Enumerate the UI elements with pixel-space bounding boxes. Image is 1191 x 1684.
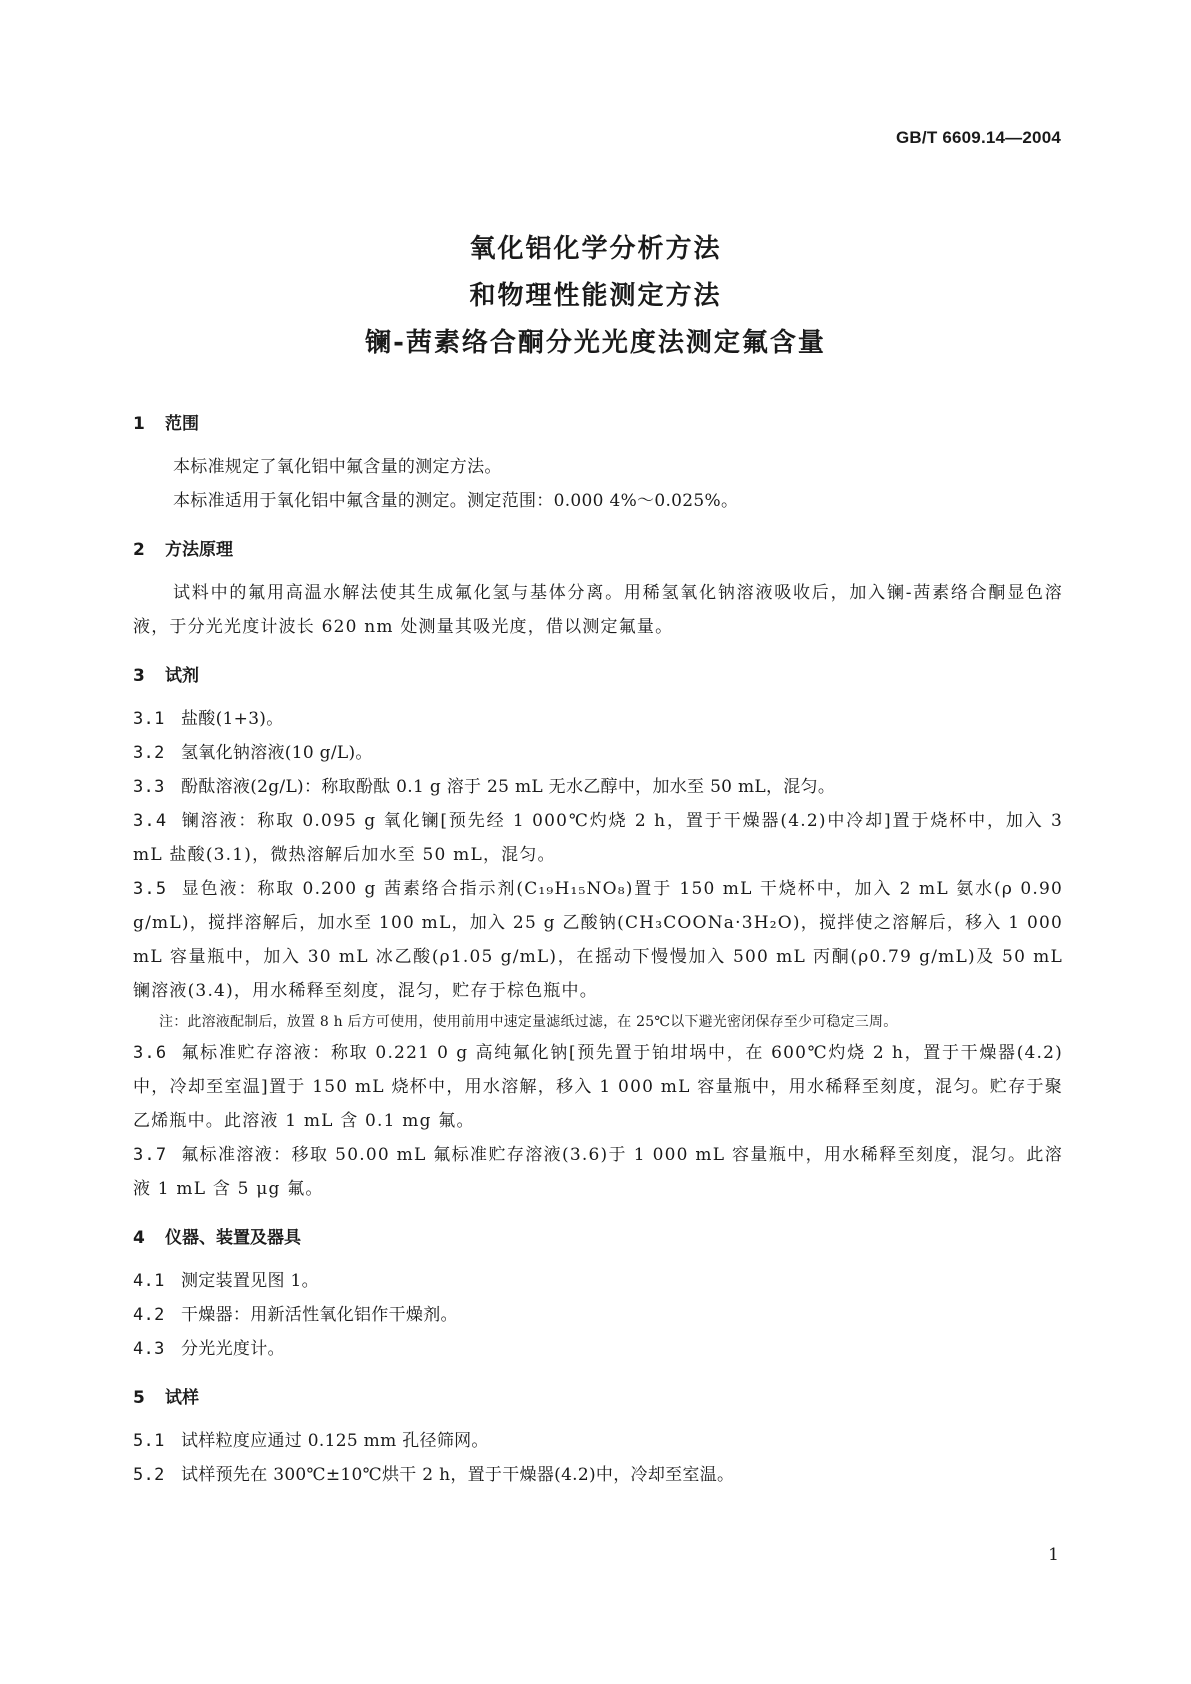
item-text: 分光光度计。	[181, 1339, 285, 1359]
title-line-3: 镧-茜素络合酮分光光度法测定氟含量	[365, 328, 826, 358]
apparatus-item	[133, 1298, 1063, 1332]
standard-number: GB/T 6609.14—2004	[896, 128, 1061, 147]
reagent-item	[133, 1138, 1063, 1206]
section-heading-sample	[133, 1382, 1063, 1414]
item-number: 4.3	[133, 1339, 165, 1359]
section-number: 2	[133, 540, 145, 560]
item-number: 3.4	[133, 811, 168, 831]
item-text: 试样粒度应通过 0.125 mm 孔径筛网。	[181, 1431, 489, 1451]
sample-item	[133, 1458, 1063, 1492]
scope-paragraph-2: 本标准适用于氧化铝中氟含量的测定。测定范围：0.000 4%～0.025%。	[173, 491, 739, 511]
section-heading-reagents	[133, 660, 1063, 692]
item-number: 3.2	[133, 743, 165, 763]
item-number: 5.2	[133, 1465, 165, 1485]
item-text: 干燥器：用新活性氧化铝作干燥剂。	[181, 1305, 458, 1325]
document-title	[0, 226, 1191, 367]
section-number: 3	[133, 666, 145, 686]
document-body	[133, 408, 1063, 1492]
item-text: 显色液：称取 0.200 g 茜素络合指示剂(C₁₉H₁₅NO₈)置于 150 mL 干烧杯中，加入 2 mL 氨水(ρ 0.90 g/mL)，搅拌溶解后，加水至 100 mL，加入 25 g 乙酸钠(CH₃COONa·3H₂O)，搅拌使之溶解后，移入 1 000 mL 容量瓶中，加入 30 mL 冰乙酸(ρ1.05 g/mL)，在摇动下慢慢加入 500 mL 丙酮(ρ0.79 g/mL)及 50 mL 镧溶液(3.4)，用水稀释至刻度，混匀，贮存于棕色瓶中。	[133, 879, 1063, 1001]
item-number: 3.5	[133, 879, 168, 899]
reagent-item	[133, 770, 1063, 804]
page-number: 1	[1048, 1545, 1059, 1565]
sample-item	[133, 1424, 1063, 1458]
item-number: 4.1	[133, 1271, 165, 1291]
section-heading-principle	[133, 534, 1063, 566]
title-line-1: 氧化铝化学分析方法	[469, 234, 722, 264]
section-heading-apparatus	[133, 1222, 1063, 1254]
section-title: 仪器、装置及器具	[165, 1228, 301, 1248]
section-heading-scope	[133, 408, 1063, 440]
apparatus-item	[133, 1264, 1063, 1298]
item-text: 测定装置见图 1。	[181, 1271, 319, 1291]
reagent-note: 注：此溶液配制后，放置 8 h 后方可使用，使用前用中速定量滤纸过滤，在 25℃以下避光密闭保存至少可稳定三周。	[159, 1014, 898, 1030]
section-title: 范围	[165, 414, 199, 434]
reagent-item	[133, 804, 1063, 872]
title-line-2: 和物理性能测定方法	[469, 281, 722, 311]
item-number: 3.1	[133, 709, 165, 729]
reagent-item	[133, 872, 1063, 1008]
item-number: 3.6	[133, 1043, 168, 1063]
item-text: 镧溶液：称取 0.095 g 氧化镧[预先经 1 000℃灼烧 2 h，置于干燥器(4.2)中冷却]置于烧杯中，加入 3 mL 盐酸(3.1)，微热溶解后加水至 50 mL，混匀。	[133, 811, 1063, 865]
item-text: 盐酸(1+3)。	[181, 709, 284, 729]
item-number: 3.7	[133, 1145, 168, 1165]
reagent-item	[133, 736, 1063, 770]
section-number: 5	[133, 1388, 145, 1408]
section-title: 试样	[165, 1388, 199, 1408]
item-text: 氢氧化钠溶液(10 g/L)。	[181, 743, 373, 763]
item-text: 试样预先在 300℃±10℃烘干 2 h，置于干燥器(4.2)中，冷却至室温。	[181, 1465, 735, 1485]
item-text: 氟标准溶液：移取 50.00 mL 氟标准贮存溶液(3.6)于 1 000 mL 容量瓶中，用水稀释至刻度，混匀。此溶液 1 mL 含 5 μg 氟。	[133, 1145, 1063, 1199]
principle-paragraph: 试料中的氟用高温水解法使其生成氟化氢与基体分离。用稀氢氧化钠溶液吸收后，加入镧-茜素络合酮显色溶液，于分光光度计波长 620 nm 处测量其吸光度，借以测定氟量。	[133, 583, 1063, 637]
item-text: 酚酞溶液(2g/L)：称取酚酞 0.1 g 溶于 25 mL 无水乙醇中，加水至 50 mL，混匀。	[181, 777, 836, 797]
section-number: 1	[133, 414, 145, 434]
item-number: 5.1	[133, 1431, 165, 1451]
scope-paragraph-1: 本标准规定了氧化铝中氟含量的测定方法。	[173, 457, 502, 477]
section-title: 试剂	[165, 666, 199, 686]
reagent-item	[133, 702, 1063, 736]
reagent-item	[133, 1036, 1063, 1138]
apparatus-item	[133, 1332, 1063, 1366]
item-text: 氟标准贮存溶液：称取 0.221 0 g 高纯氟化钠[预先置于铂坩埚中，在 600℃灼烧 2 h，置于干燥器(4.2)中，冷却至室温]置于 150 mL 烧杯中，用水溶解，移入 1 000 mL 容量瓶中，用水稀释至刻度，混匀。贮存于聚乙烯瓶中。此溶液 1 mL 含 0.1 mg 氟。	[133, 1043, 1063, 1131]
section-title: 方法原理	[165, 540, 233, 560]
item-number: 4.2	[133, 1305, 165, 1325]
section-number: 4	[133, 1228, 145, 1248]
item-number: 3.3	[133, 777, 165, 797]
